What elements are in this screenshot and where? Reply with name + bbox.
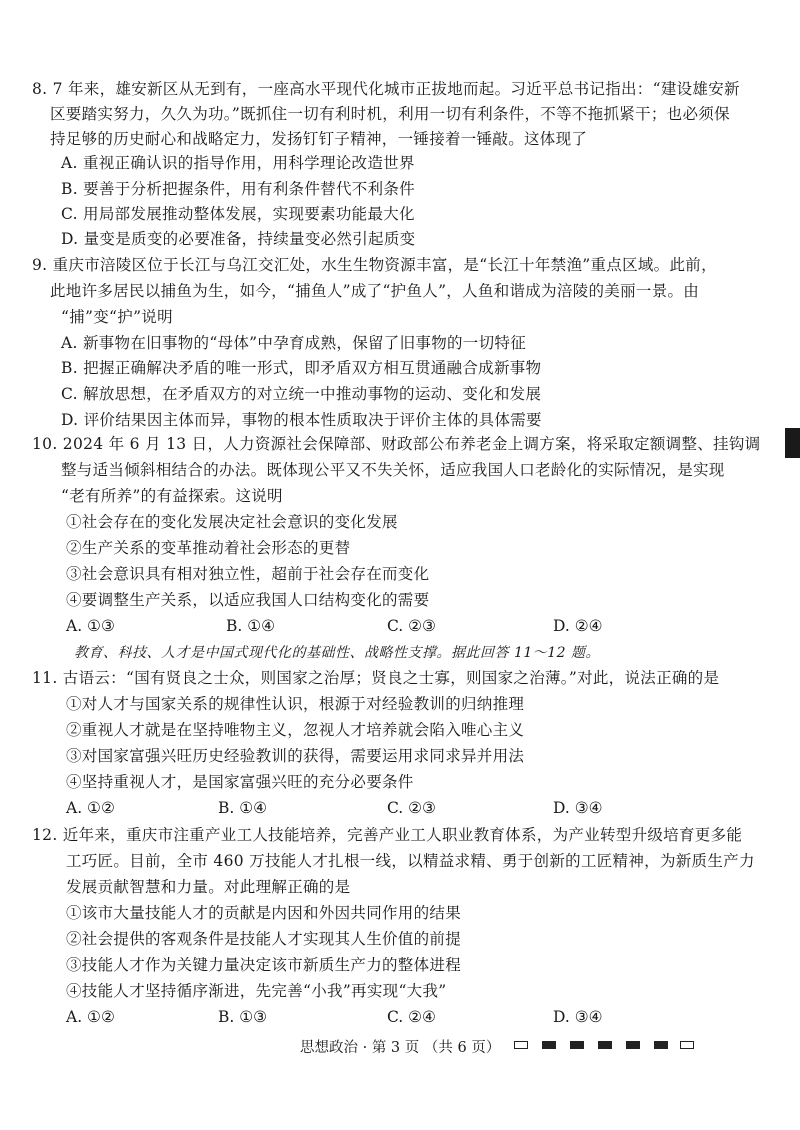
- q11-choice-b: B. ①④: [218, 799, 268, 817]
- q10-stem-line-3: “老有所养”的有益探索。这说明: [61, 487, 283, 505]
- q10-choice-d: D. ②④: [553, 617, 603, 635]
- q9-stem-line-3: “捕”变“护”说明: [61, 308, 173, 326]
- q12-choice-b: B. ①③: [218, 1008, 268, 1026]
- q9-option-d: D. 评价结果因主体而异，事物的根本性质取决于评价主体的具体需要: [61, 411, 542, 429]
- q12-choice-d: D. ③④: [553, 1008, 603, 1026]
- q9-option-c: C. 解放思想，在矛盾双方的对立统一中推动事物的运动、变化和发展: [61, 385, 542, 403]
- q12-item-3: ③技能人才作为关键力量决定该市新质生产力的整体进程: [66, 956, 462, 974]
- marker-filled-box: [598, 1041, 612, 1049]
- marker-filled-box: [570, 1041, 584, 1049]
- q10-stem-line-2: 整与适当倾斜相结合的办法。既体现公平又不失关怀，适应我国人口老龄化的实际情况，是实现: [61, 461, 725, 479]
- q11-choice-c: C. ②③: [387, 799, 436, 817]
- q8-stem-line-1: 8. 7 年来，雄安新区从无到有，一座高水平现代化城市正拔地而起。习近平总书记指出：“建设雄安新: [32, 80, 740, 98]
- q10-item-2: ②生产关系的变革推动着社会形态的更替: [66, 539, 351, 557]
- q9-option-b: B. 把握正确解决矛盾的唯一形式，即矛盾双方相互贯通融合成新事物: [61, 359, 542, 377]
- q10-item-1: ①社会存在的变化发展决定社会意识的变化发展: [66, 513, 398, 531]
- marker-empty-box: [680, 1041, 694, 1049]
- q8-option-b: B. 要善于分析把握条件，用有利条件替代不利条件: [61, 180, 415, 198]
- q11-choices: [0, 798, 800, 818]
- q12-stem-line-2: 工巧匠。目前，全市 460 万技能人才扎根一线，以精益求精、勇于创新的工匠精神，为新质生产力: [66, 852, 755, 870]
- q10-item-4: ④要调整生产关系，以适应我国人口结构变化的需要: [66, 591, 430, 609]
- q8-option-a: A. 重视正确认识的指导作用，用科学理论改造世界: [61, 154, 415, 172]
- q10-choice-a: A. ①③: [66, 617, 115, 635]
- q8-option-d: D. 量变是质变的必要准备，持续量变必然引起质变: [61, 230, 416, 248]
- q10-choice-b: B. ①④: [226, 617, 276, 635]
- q8-option-c: C. 用局部发展推动整体发展，实现要素功能最大化: [61, 205, 415, 223]
- q9-stem-line-1: 9. 重庆市涪陵区位于长江与乌江交汇处，水生生物资源丰富，是“长江十年禁渔”重点区域。此前，: [32, 256, 717, 274]
- marker-empty-box: [514, 1041, 528, 1049]
- q10-choices: [0, 616, 800, 636]
- q9-stem-line-2: 此地许多居民以捕鱼为生，如今，“捕鱼人”成了“护鱼人”，人鱼和谐成为涪陵的美丽一景。由: [50, 282, 700, 300]
- q11-choice-d: D. ③④: [553, 799, 603, 817]
- q10-choice-c: C. ②③: [387, 617, 436, 635]
- q8-stem-line-2: 区要踏实努力，久久为功。”既抓住一切有利时机，利用一切有利条件，不等不拖抓紧干；也必须保: [50, 105, 730, 123]
- q12-stem-line-1: 12. 近年来，重庆市注重产业工人技能培养，完善产业工人职业教育体系，为产业转型升级培育更多能: [32, 826, 743, 844]
- marker-filled-box: [626, 1041, 640, 1049]
- marker-filled-box: [654, 1041, 668, 1049]
- section-lead-note: 教育、科技、人才是中国式现代化的基础性、战略性支撑。据此回答 11～12 题。: [74, 645, 601, 661]
- q12-item-2: ②社会提供的客观条件是技能人才实现其人生价值的前提: [66, 930, 462, 948]
- q11-item-3: ③对国家富强兴旺历史经验教训的获得，需要运用求同求异并用法: [66, 747, 525, 765]
- q10-item-3: ③社会意识具有相对独立性，超前于社会存在而变化: [66, 565, 430, 583]
- q12-stem-line-3: 发展贡献智慧和力量。对此理解正确的是: [66, 878, 351, 896]
- q12-item-4: ④技能人才坚持循序渐进，先完善“小我”再实现“大我”: [66, 982, 447, 1000]
- q11-choice-a: A. ①②: [66, 799, 115, 817]
- q12-choices: [0, 1007, 800, 1027]
- marker-filled-box: [542, 1041, 556, 1049]
- page-footer: 思想政治 · 第 3 页 （共 6 页）: [300, 1040, 501, 1056]
- q11-stem-line-1: 11. 古语云：“国有贤良之士众，则国家之治厚；贤良之士寡，则国家之治薄。”对此，说法正确的是: [32, 669, 720, 687]
- q12-item-1: ①该市大量技能人才的贡献是内因和外因共同作用的结果: [66, 904, 462, 922]
- q9-option-a: A. 新事物在旧事物的“母体”中孕育成熟，保留了旧事物的一切特征: [61, 334, 526, 352]
- q11-item-2: ②重视人才就是在坚持唯物主义，忽视人才培养就会陷入唯心主义: [66, 721, 525, 739]
- q8-stem-line-3: 持足够的历史耐心和战略定力，发扬钉钉子精神，一锤接着一锤敲。这体现了: [50, 130, 588, 148]
- edge-registration-mark: [785, 428, 800, 458]
- q12-choice-a: A. ①②: [66, 1008, 115, 1026]
- q11-item-4: ④坚持重视人才，是国家富强兴旺的充分必要条件: [66, 773, 414, 791]
- q12-choice-c: C. ②④: [387, 1008, 436, 1026]
- q10-stem-line-1: 10. 2024 年 6 月 13 日，人力资源社会保障部、财政部公布养老金上调方案，将采取定额调整、挂钩调: [32, 435, 761, 453]
- q11-item-1: ①对人才与国家关系的规律性认识，根源于对经验教训的归纳推理: [66, 695, 525, 713]
